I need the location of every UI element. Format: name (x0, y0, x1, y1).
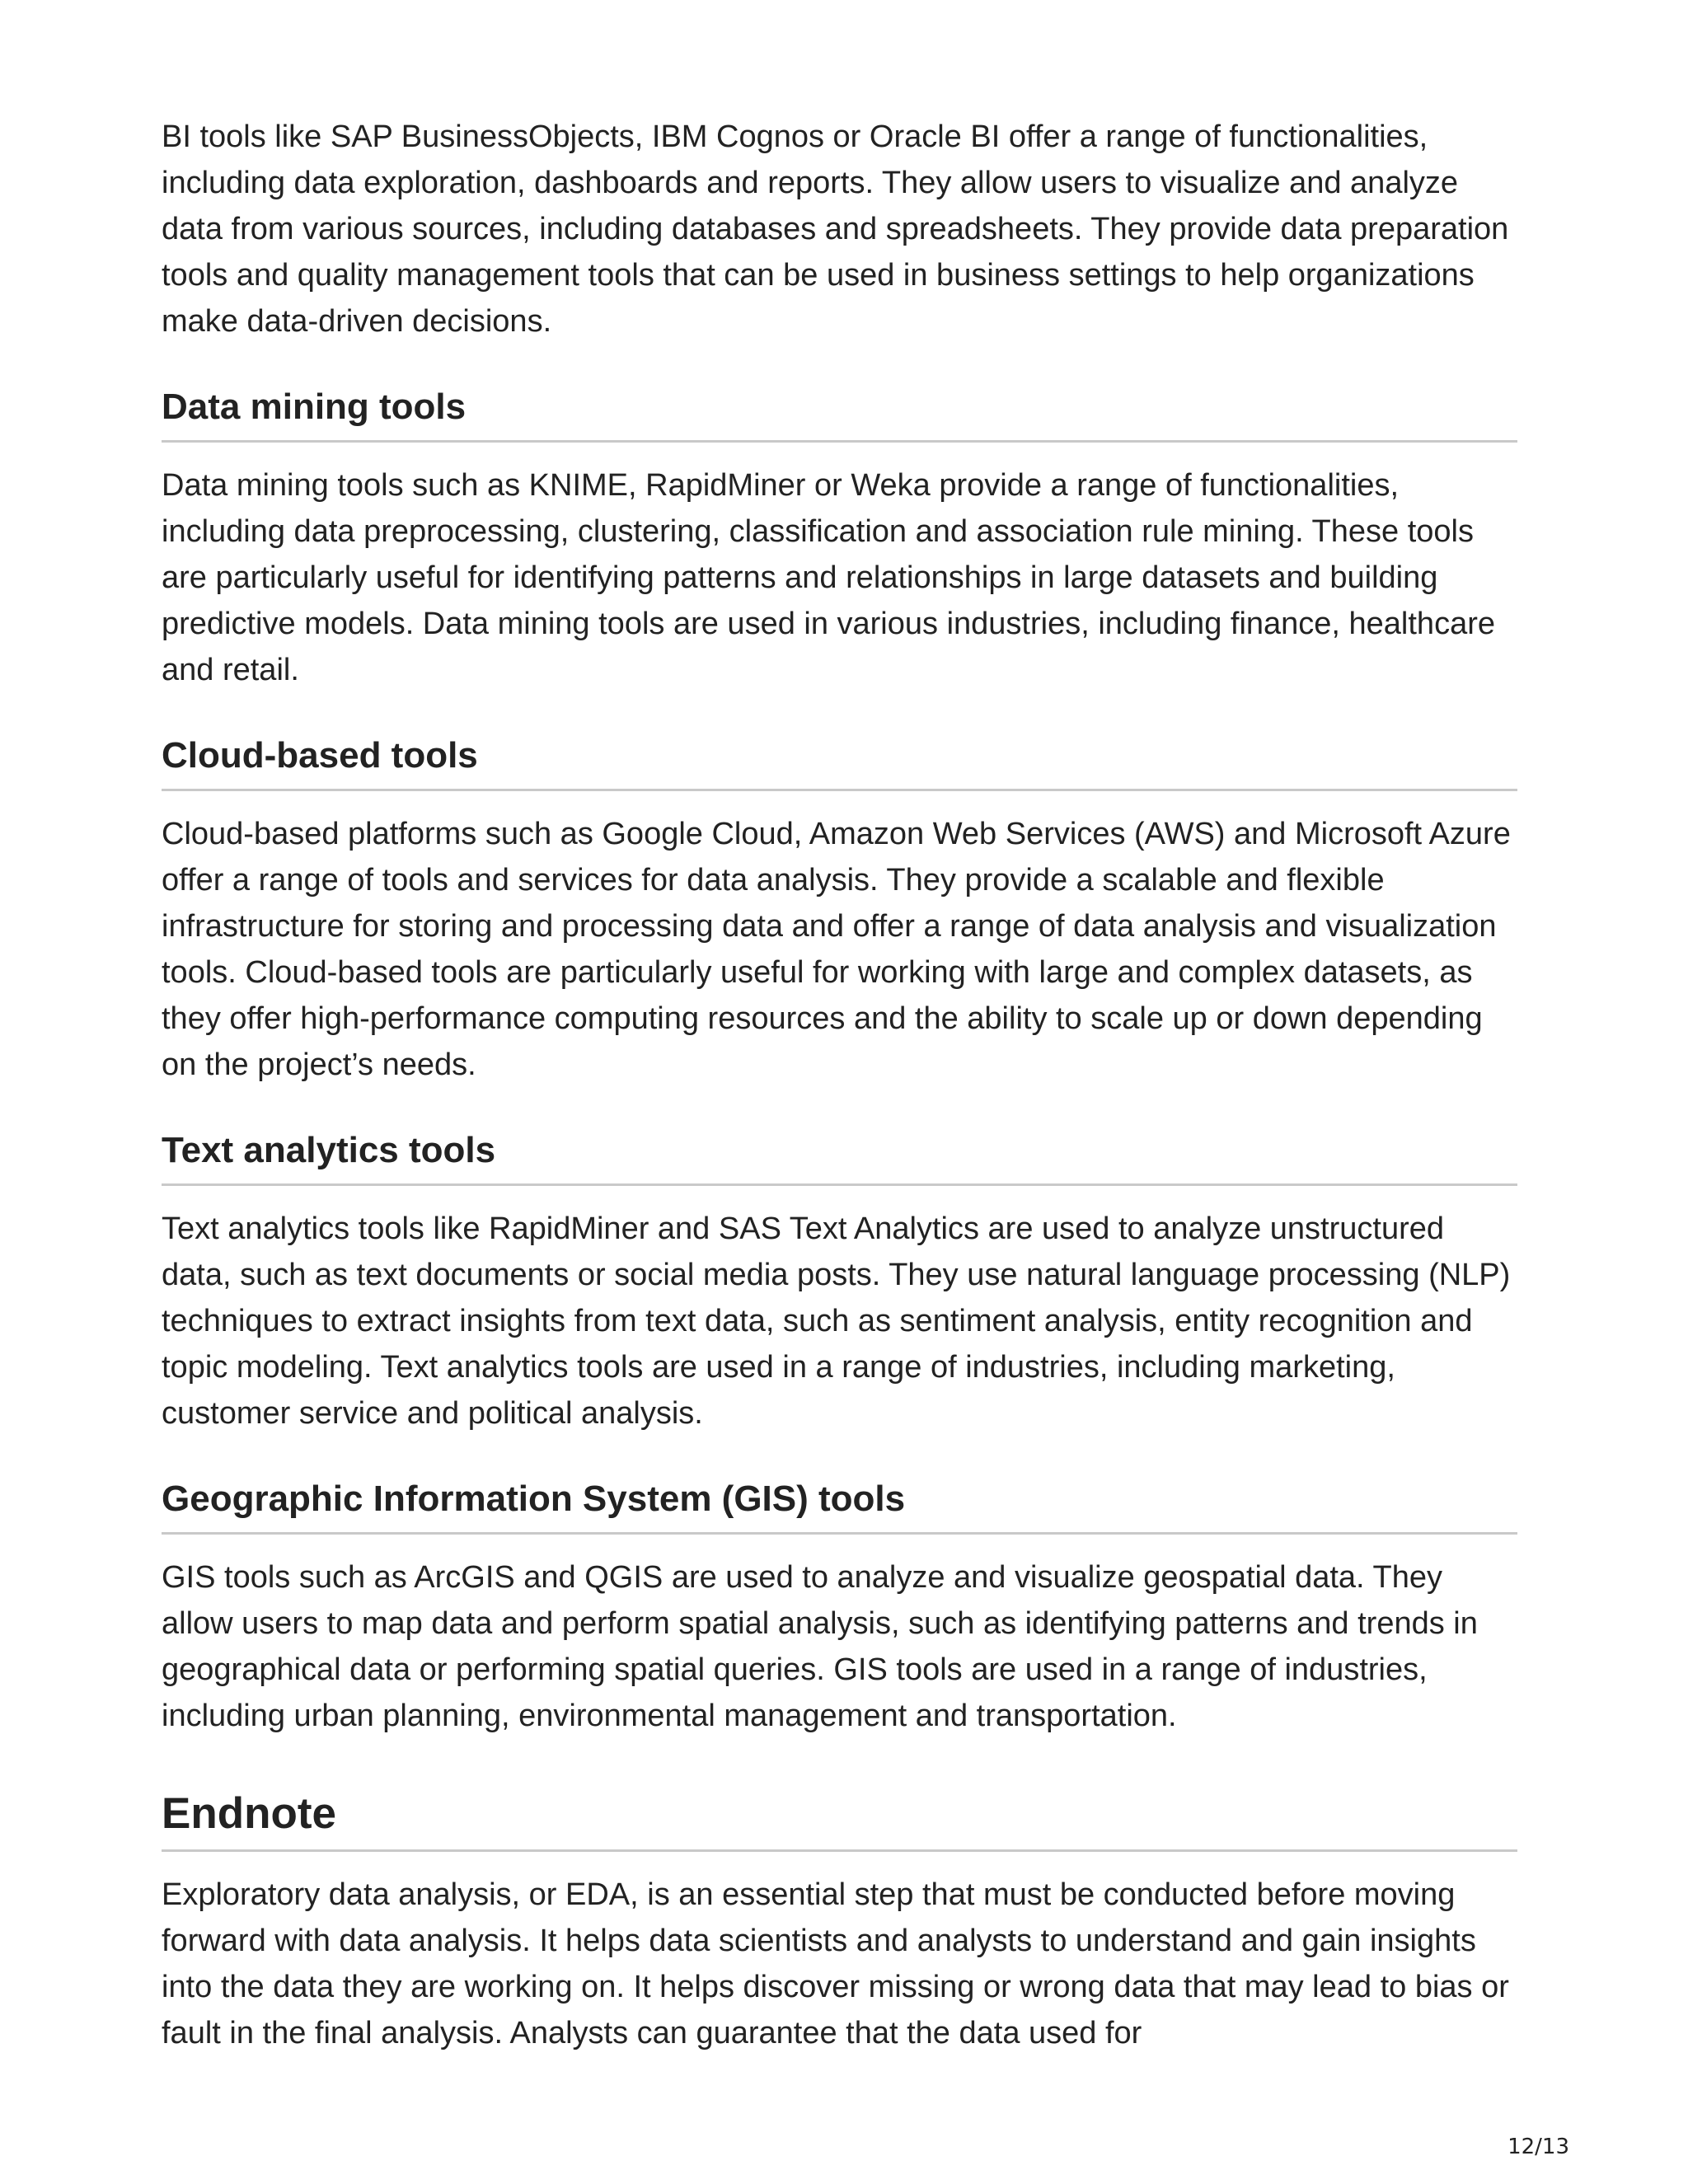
document-page (162, 114, 1517, 2056)
section-heading-gis: Geographic Information System (GIS) tools (162, 1476, 1517, 1535)
section-paragraph-cloud-based: Cloud-based platforms such as Google Cloud, Amazon Web Services (AWS) and Microsoft Azure offer a range of tools and services for data analysis. They provide a scalable and flexible infrastructure for storing and processing data and offer a range of data analysis and visualization tools. Cloud-based tools are particularly useful for working with large and complex datasets, as they offer high-performance computing resources and the ability to scale up or down depending on the project’s needs. (162, 817, 1511, 1082)
section-heading-data-mining: Data mining tools (162, 384, 1517, 443)
section-paragraph-data-mining: Data mining tools such as KNIME, RapidMiner or Weka provide a range of functionalities, including data preprocessing, clustering, classification and association rule mining. These tools are particularly useful for identifying patterns and relationships in large datasets and building predictive models. Data mining tools are used in various industries, including finance, healthcare and retail. (162, 468, 1495, 687)
endnote-heading: Endnote (162, 1787, 1517, 1852)
intro-paragraph: BI tools like SAP BusinessObjects, IBM Cognos or Oracle BI offer a range of functionalities, including data exploration, dashboards and reports. They allow users to visualize and analyze data from various sources, including databases and spreadsheets. They provide data preparation tools and quality management tools that can be used in business settings to help organizations make data-driven decisions. (162, 120, 1509, 339)
section-paragraph-text-analytics: Text analytics tools like RapidMiner and SAS Text Analytics are used to analyze unstructured data, such as text documents or social media posts. They use natural language processing (NLP) techniques to extract insights from text data, such as sentiment analysis, entity recognition and topic modeling. Text analytics tools are used in a range of industries, including marketing, customer service and political analysis. (162, 1212, 1511, 1431)
section-paragraph-gis: GIS tools such as ArcGIS and QGIS are used to analyze and visualize geospatial data. They allow users to map data and perform spatial analysis, such as identifying patterns and trends in geographical data or performing spatial queries. GIS tools are used in a range of industries, including urban planning, environmental management and transportation. (162, 1560, 1478, 1733)
page-number: 12/13 (1507, 2135, 1569, 2159)
section-heading-text-analytics: Text analytics tools (162, 1127, 1517, 1186)
endnote-paragraph: Exploratory data analysis, or EDA, is an essential step that must be conducted before moving forward with data analysis. It helps data scientists and analysts to understand and gain insights into the data they are working on. It helps discover missing or wrong data that may lead to bias or fault in the final analysis. Analysts can guarantee that the data used for (162, 1877, 1509, 2050)
section-heading-cloud-based: Cloud-based tools (162, 733, 1517, 791)
